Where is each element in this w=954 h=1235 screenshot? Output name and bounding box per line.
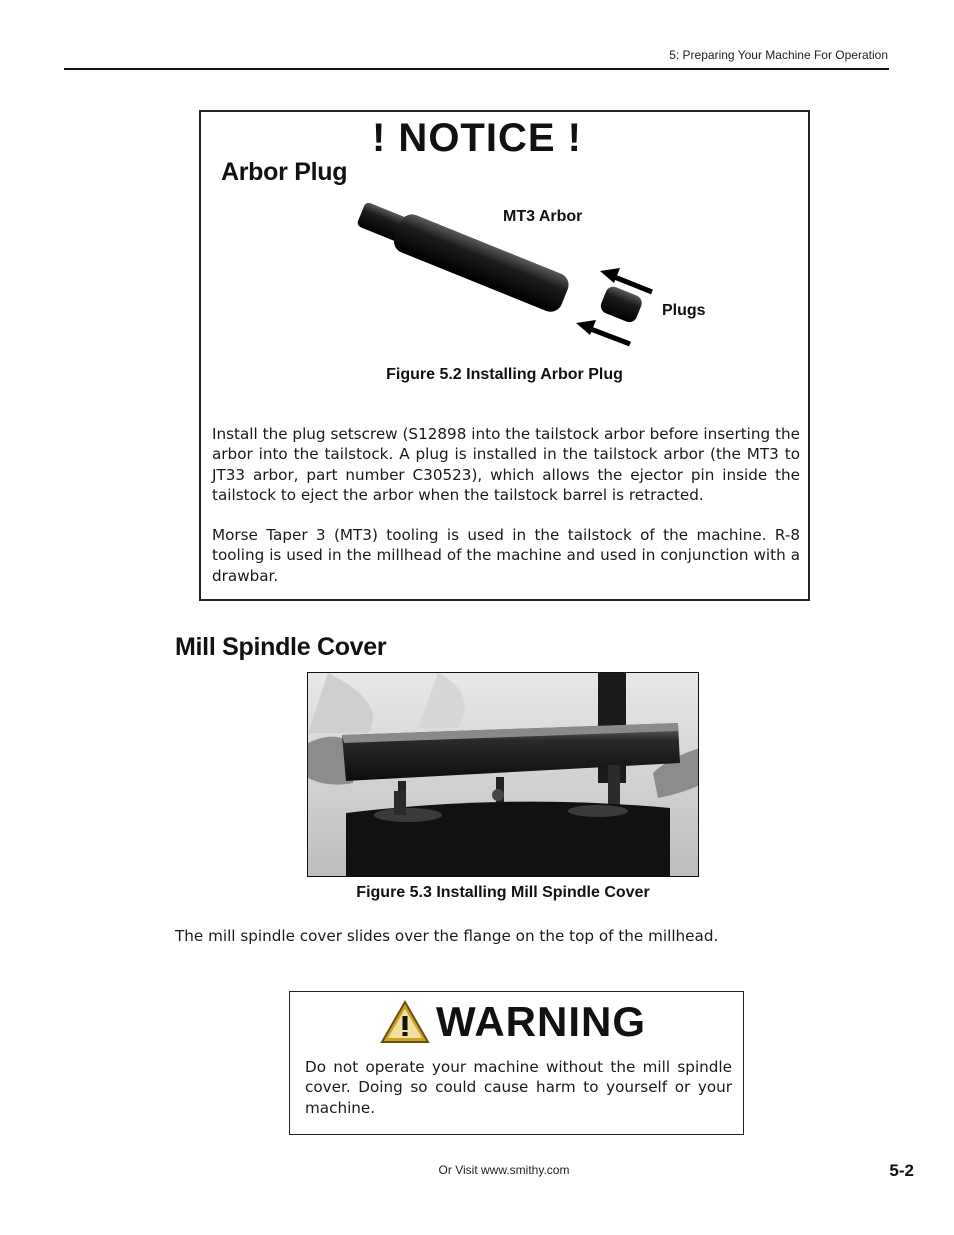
- mill-spindle-cover-heading: Mill Spindle Cover: [175, 633, 387, 661]
- running-header: 5: Preparing Your Machine For Operation: [669, 48, 888, 62]
- warning-text: Do not operate your machine without the mill spindle cover. Doing so could cause harm to yourself or your machine.: [305, 1058, 732, 1117]
- footer-website: Or Visit www.smithy.com: [438, 1163, 570, 1177]
- arrow-upper: [600, 268, 652, 292]
- notice-paragraph-2: Morse Taper 3 (MT3) tooling is used in the tailstock of the machine. R-8 tooling is used in the millhead of the machine and used in conjunction with a drawbar.: [212, 526, 800, 585]
- warning-triangle-icon: [380, 1000, 430, 1044]
- mill-spindle-paragraph: The mill spindle cover slides over the flange on the top of the millhead.: [175, 927, 719, 945]
- plugs-label: Plugs: [662, 302, 706, 319]
- mt3-arbor-label: MT3 Arbor: [503, 208, 583, 225]
- notice-paragraph-1: Install the plug setscrew (S12898 into the tailstock arbor before inserting the arbor into the tailstock. A plug is installed in the tailstock arbor (the MT3 to JT33 arbor, part number C30523), which allows the ejector pin inside the tailstock to eject the arbor when the tailstock barrel is retracted.: [212, 425, 800, 504]
- mill-spindle-cover-photo: [307, 672, 699, 877]
- warning-title: WARNING: [436, 998, 646, 1045]
- header-rule: [64, 68, 889, 70]
- page-number: 5-2: [889, 1161, 914, 1180]
- mt3-arbor-body: [390, 211, 572, 316]
- figure-5-2-caption: Figure 5.2 Installing Arbor Plug: [386, 366, 623, 383]
- mill-spindle-cover-illustration: [308, 673, 699, 877]
- arrow-lower: [576, 320, 630, 344]
- plug-piece: [598, 284, 644, 324]
- figure-5-3-caption: Figure 5.3 Installing Mill Spindle Cover: [356, 884, 650, 901]
- notice-title: ! NOTICE !: [372, 116, 582, 160]
- arbor-plug-heading: Arbor Plug: [221, 158, 348, 186]
